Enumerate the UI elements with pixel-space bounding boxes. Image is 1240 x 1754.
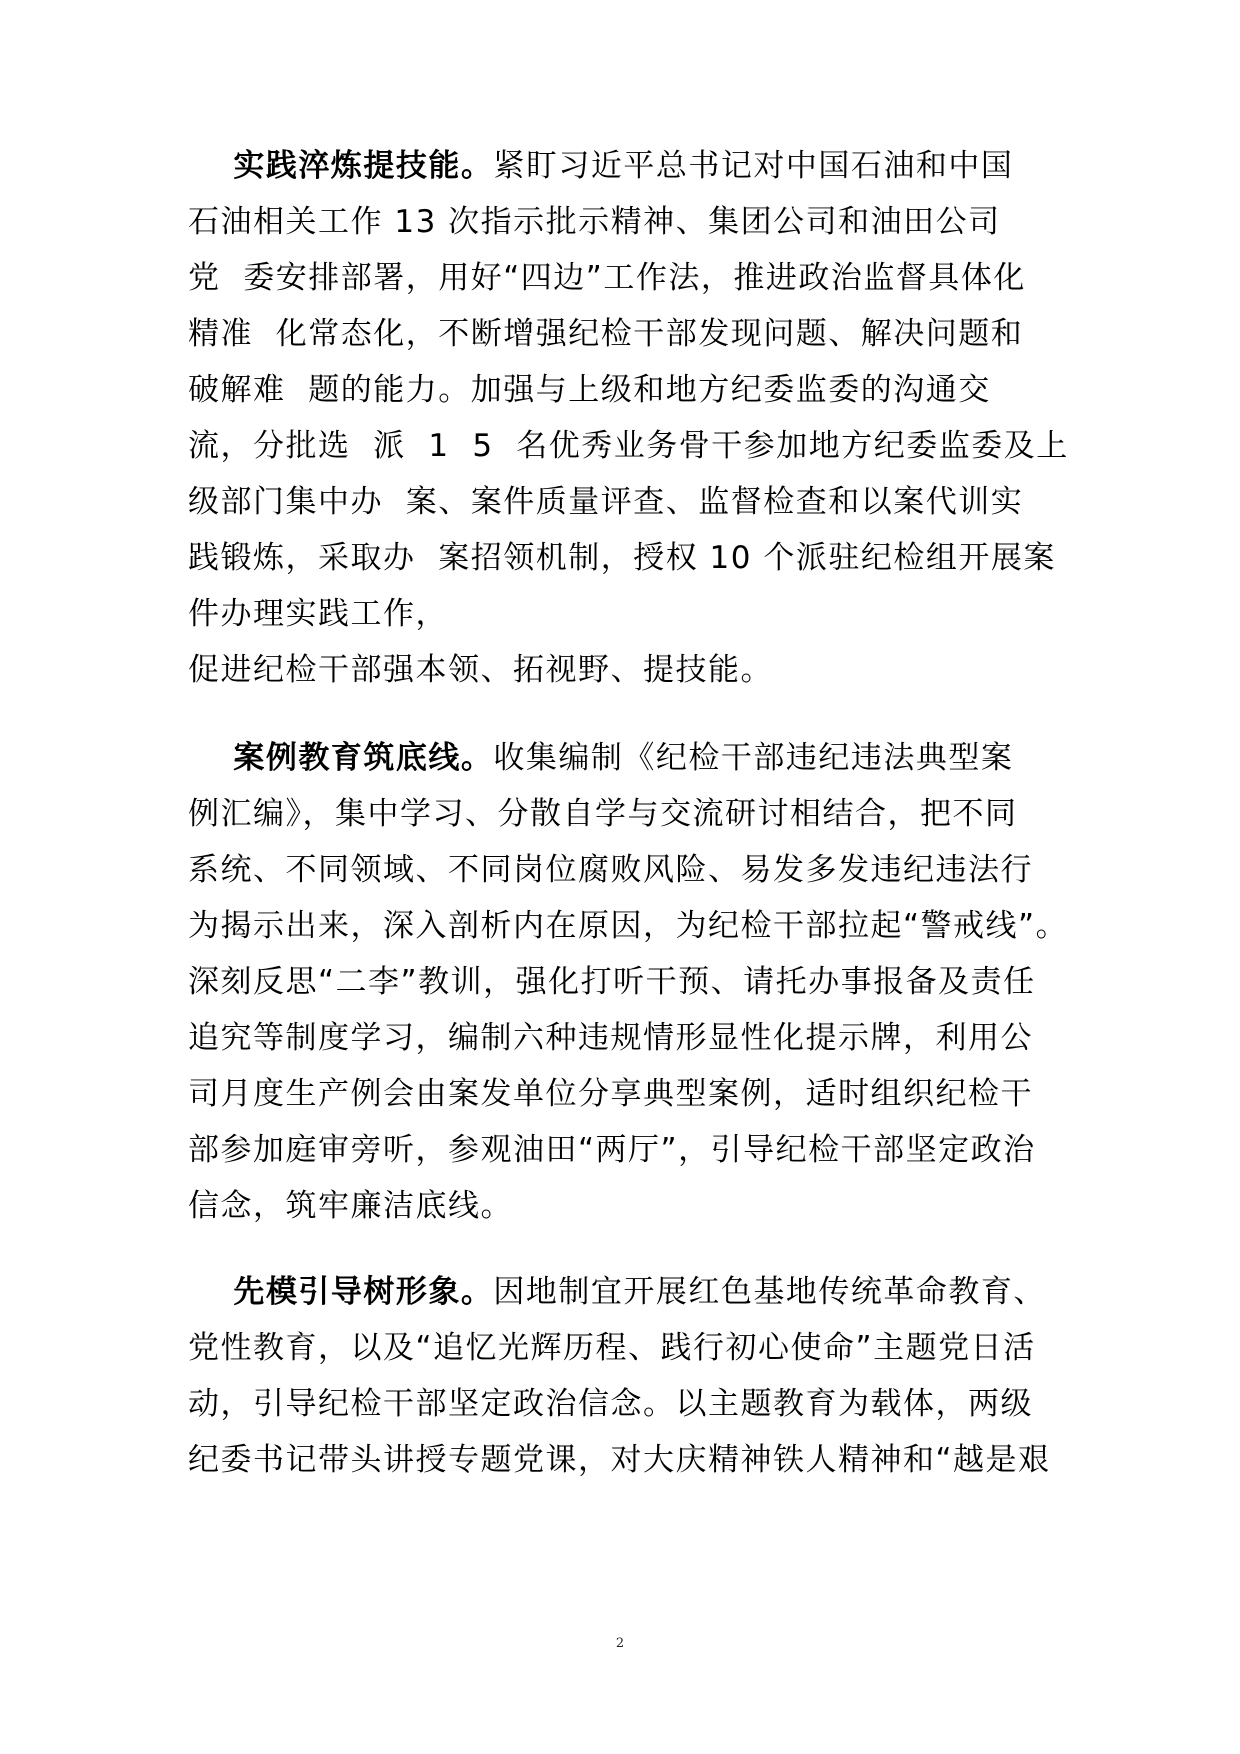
paragraph-text: 紧盯习近平总书记对中国石油和中国 (493, 148, 1014, 184)
paragraph-line: 信念，筑牢廉洁底线。 (188, 1188, 513, 1224)
paragraph-line: 级部门集中办 案、案件质量评查、监督检查和以案代训实 (188, 484, 1024, 520)
paragraph-line: 为揭示出来，深入剖析内在原因，为纪检干部拉起“警戒线”。 (188, 908, 1069, 944)
paragraph-line: 例汇编》，集中学习、分散自学与交流研讨相结合，把不同 (188, 796, 1018, 832)
paragraph-line: 件办理实践工作， (188, 596, 448, 632)
paragraph-text: 收集编制《纪检干部违纪违法典型案 (493, 740, 1014, 776)
paragraph-line: 流，分批选 派 1 5 名优秀业务骨干参加地方纪委监委及上 (188, 428, 1069, 464)
paragraph-line: 破解难 题的能力。加强与上级和地方纪委监委的沟通交 (188, 372, 991, 408)
paragraph-line: 深刻反思“二李”教训，强化打听干预、请托办事报备及责任 (188, 964, 1036, 1000)
paragraph-heading: 实践淬炼提技能。 (233, 148, 494, 184)
paragraph-case-education (188, 730, 1068, 1234)
paragraph-line: 部参加庭审旁听，参观油田“两厅”，引导纪检干部坚定政治 (188, 1132, 1036, 1168)
paragraph-line: 纪委书记带头讲授专题党课，对大庆精神铁人精神和“越是艰 (188, 1442, 1051, 1478)
paragraph-text: 因地制宜开展红色基地传统革命教育、 (493, 1274, 1046, 1310)
paragraph-heading: 案例教育筑底线。 (233, 740, 494, 776)
paragraph-first-line (188, 730, 1068, 786)
paragraph-practice (188, 138, 1068, 698)
paragraph-line: 党 委安排部署，用好“四边”工作法，推进政治监督具体化 (188, 260, 1026, 296)
paragraph-line: 石油相关工作 13 次指示批示精神、集团公司和油田公司 (188, 204, 1001, 240)
paragraph-line: 践锻炼，采取办 案招领机制，授权 10 个派驻纪检组开展案 (188, 540, 1056, 576)
paragraph-first-line (188, 1264, 1068, 1320)
paragraph-role-models (188, 1264, 1068, 1488)
paragraph-first-line (188, 138, 1068, 194)
paragraph-line: 动，引导纪检干部坚定政治信念。以主题教育为载体，两级 (188, 1386, 1033, 1422)
paragraph-line: 司月度生产例会由案发单位分享典型案例，适时组织纪检干 (188, 1076, 1033, 1112)
page-number: 2 (615, 1636, 625, 1651)
paragraph-line: 精准 化常态化，不断增强纪检干部发现问题、解决问题和 (188, 316, 1024, 352)
paragraph-line: 促进纪检干部强本领、拓视野、提技能。 (188, 652, 773, 688)
paragraph-line: 系统、不同领域、不同岗位腐败风险、易发多发违纪违法行 (188, 852, 1033, 888)
paragraph-line: 追究等制度学习，编制六种违规情形显性化提示牌，利用公 (188, 1020, 1033, 1056)
paragraph-line: 党性教育，以及“追忆光辉历程、践行初心使命”主题党日活 (188, 1330, 1036, 1366)
paragraph-heading: 先模引导树形象。 (233, 1274, 494, 1310)
